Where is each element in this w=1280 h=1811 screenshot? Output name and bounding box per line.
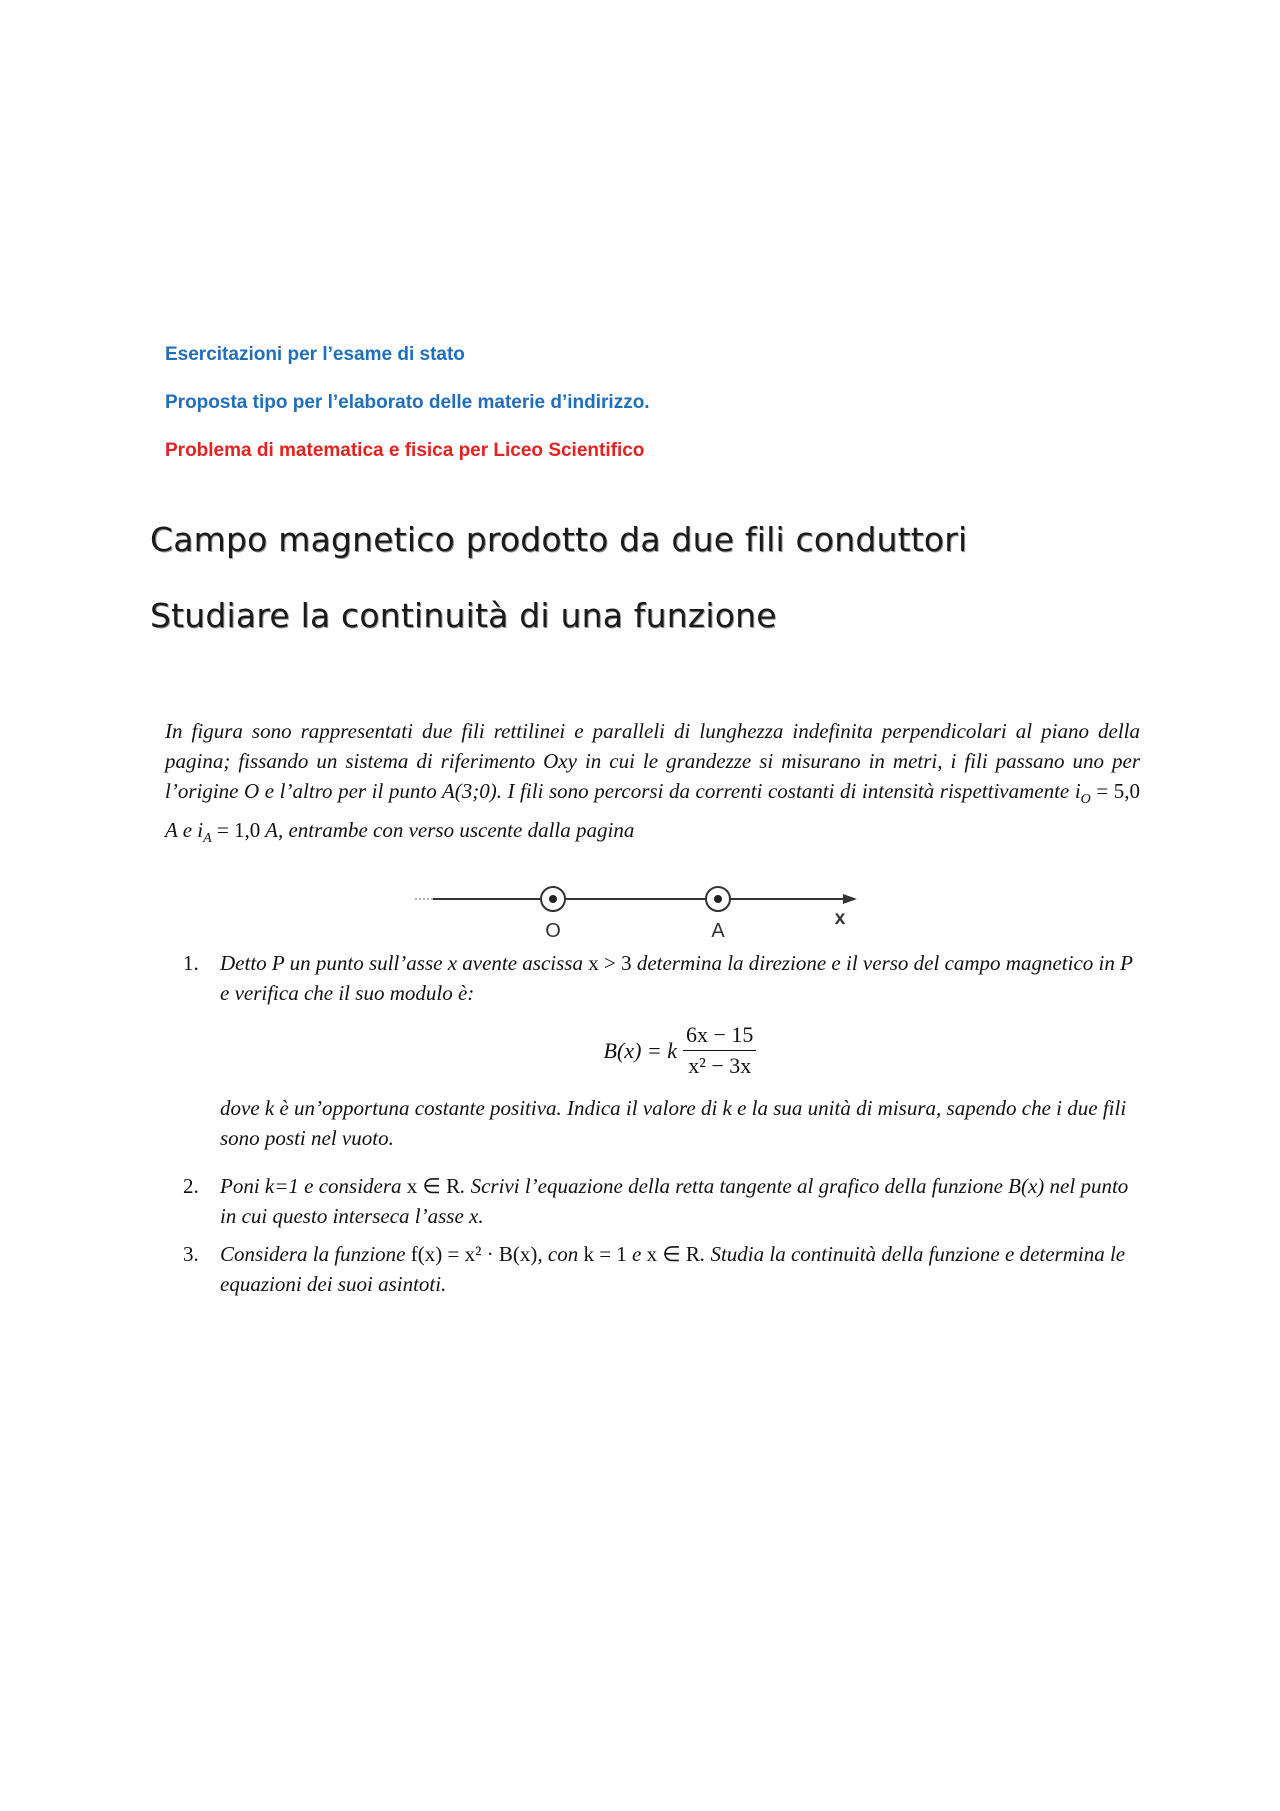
q2-text-a: Poni k=1 e considera (220, 1174, 407, 1198)
question-number: 1. (183, 951, 199, 975)
question-1 (165, 948, 1140, 1153)
header-line-3: Problema di matematica e fisica per Liceo Scientifico (165, 440, 645, 461)
formula-numerator: 6x − 15 (683, 1022, 756, 1051)
wires-diagram (415, 875, 865, 945)
formula-left: B(x) = k (603, 1037, 678, 1063)
intro-text-2: A e (165, 818, 198, 843)
question-number: 2. (183, 1174, 199, 1198)
current-iA: $i_A = 1,0$ (197, 818, 261, 847)
label-A: A (711, 920, 725, 942)
q3-text-d: . Studia la continuità della funzione e determina le equazioni dei suoi asintoti. (220, 1242, 1126, 1296)
q3-math-3: x ∈ R (646, 1242, 700, 1266)
q3-math: f(x) = x² · B(x) (410, 1242, 538, 1266)
q1-text-a: Detto P un punto sull’asse x avente ascissa (220, 951, 589, 975)
wire-A-icon (706, 887, 730, 911)
q3-text-b: , con (537, 1242, 584, 1266)
question-3 (165, 1239, 1140, 1299)
title-continuity: Studiare la continuità di una funzione (150, 596, 777, 635)
q1-text-b: determina la direzione e il verso del campo magnetico in P e verifica che il suo modulo è: (220, 951, 1133, 1005)
formula-denominator: x² − 3x (688, 1053, 752, 1078)
formula-fraction (683, 1022, 756, 1079)
current-iO: $i_O = 5,0$ (1074, 779, 1141, 808)
intro-text-3: A, entrambe con verso uscente dalla pagina (260, 818, 635, 843)
questions-list (165, 948, 1140, 1299)
intro-paragraph (165, 716, 1140, 854)
question-number: 3. (183, 1242, 199, 1266)
formula-B (220, 1022, 1140, 1079)
q2-math: x ∈ R (406, 1174, 461, 1198)
q3-math-2: k = 1 (583, 1242, 627, 1266)
header-line-1: Esercitazioni per l’esame di stato (165, 344, 465, 365)
q2-text-b: . Scrivi l’equazione della retta tangente al grafico della funzione B(x) nel punto in cui questo interseca l’asse x. (220, 1174, 1129, 1228)
q1-math: x > 3 (588, 951, 632, 975)
header-line-2: Proposta tipo per l’elaborato delle materie d’indirizzo. (165, 392, 650, 413)
title-magnetic-field: Campo magnetico prodotto da due fili conduttori (150, 520, 968, 559)
axis-arrow-icon (843, 894, 857, 904)
intro-text-1: In figura sono rappresentati due fili rettilinei e paralleli di lunghezza indefinita perpendicolari al piano della pagina; fissando un sistema di riferimento Oxy in cui le grandezze si misurano in metri, i fili passano uno per l’origine O e l’altro per il punto A(3;0). I fili sono percorsi da correnti costanti di intensità rispettivamente (165, 719, 1140, 803)
label-O: O (545, 920, 561, 942)
question-2 (165, 1171, 1140, 1231)
wire-O-icon (541, 887, 565, 911)
q3-text-a: Considera la funzione (220, 1242, 411, 1266)
q3-text-c: e (626, 1242, 647, 1266)
q1-after-text: dove k è un’opportuna costante positiva. Indica il valore di k e la sua unità di misura, sapendo che i due fili sono posti nel vuoto. (220, 1096, 1127, 1150)
label-x: x (834, 908, 846, 929)
